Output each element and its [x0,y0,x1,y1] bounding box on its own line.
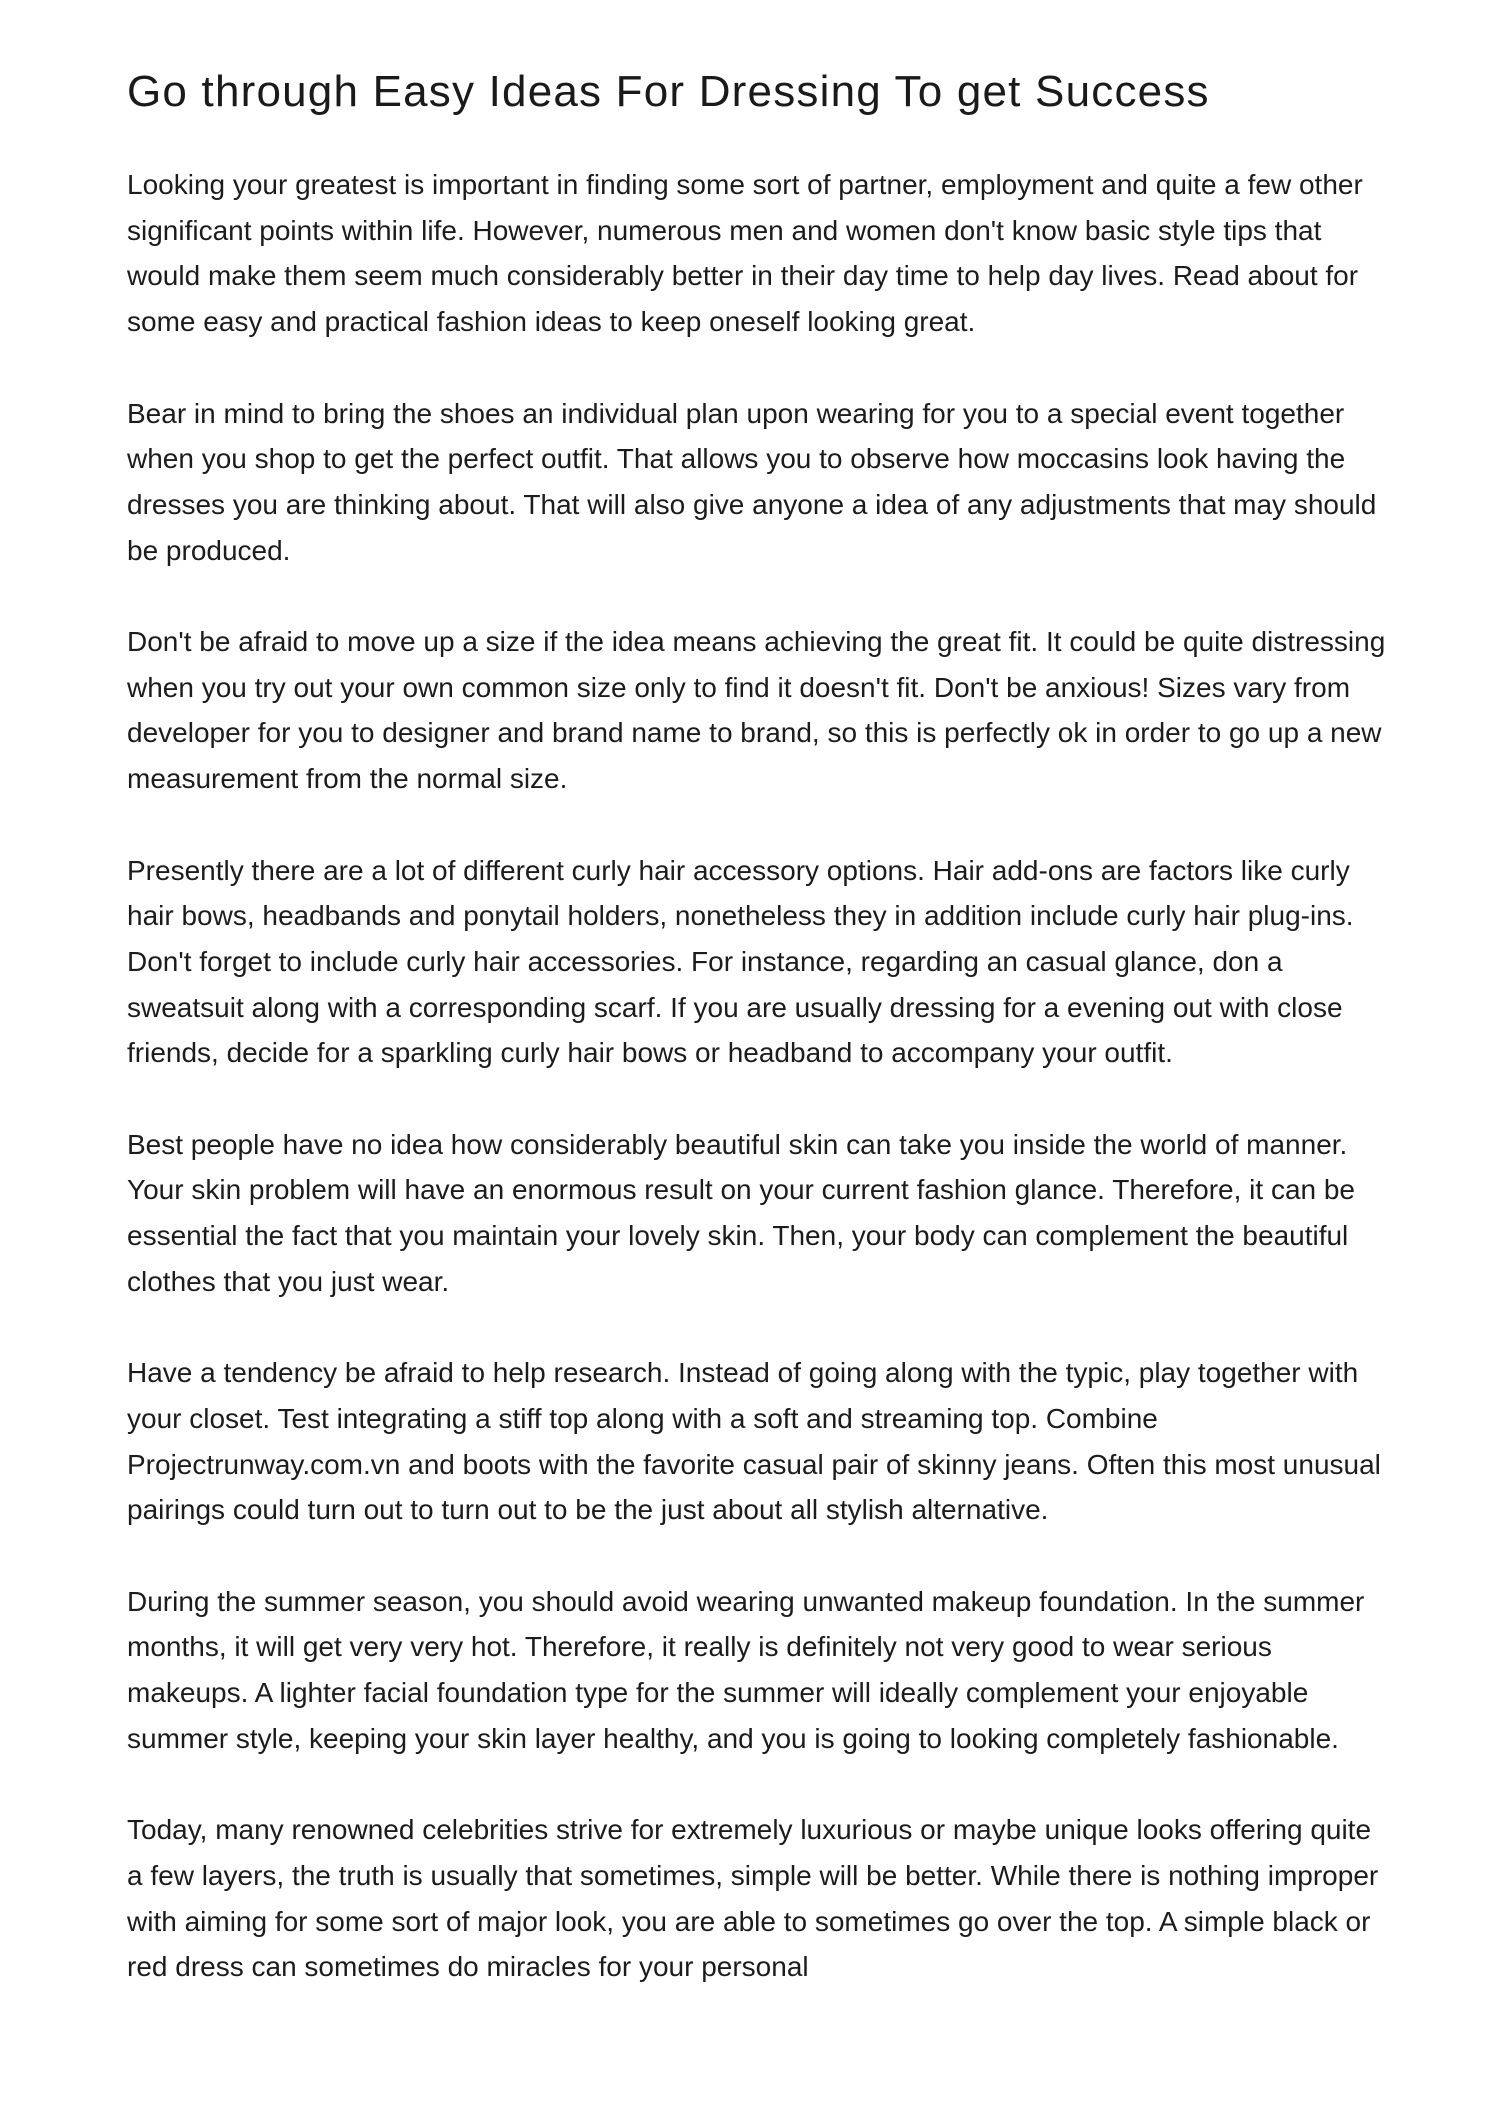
document-page [127,60,1387,1990]
document-title: Go through Easy Ideas For Dressing To get Success [127,67,1210,116]
paragraph-3: Don't be afraid to move up a size if the idea means achieving the great fit. It could be quite distressing when you try out your own common size only to find it doesn't fit. Don't be anxious! Sizes vary from developer for you to designer and brand name to brand, so this is perfectly ok in order to go up a new measurement from the normal size. [127,626,1386,795]
paragraph-5: Best people have no idea how considerably beautiful skin can take you inside the world of manner. Your skin problem will have an enormous result on your current fashion glance. Therefore, it can be essential the fact that you maintain your lovely skin. Then, your body can complement the beautiful clothes that you just wear. [127,1128,1356,1297]
paragraph-8: Today, many renowned celebrities strive for extremely luxurious or maybe unique looks offering quite a few layers, the truth is usually that sometimes, simple will be better. While there is nothing improper with aiming for some sort of major look, you are able to sometimes go over the top. A simple black or red dress can sometimes do miracles for your personal [127,1814,1379,1983]
paragraph-2: Bear in mind to bring the shoes an individual plan upon wearing for you to a special event together when you shop to get the perfect outfit. That allows you to observe how moccasins look having the dresses you are thinking about. That will also give anyone a idea of any adjustments that may should be produced. [127,397,1377,566]
paragraph-7: During the summer season, you should avoid wearing unwanted makeup foundation. In the summer months, it will get very very hot. Therefore, it really is definitely not very good to wear serious makeups. A lighter facial foundation type for the summer will ideally complement your enjoyable summer style, keeping your skin layer healthy, and you is going to looking completely fashionable. [127,1585,1365,1754]
paragraph-1: Looking your greatest is important in finding some sort of partner, employment and quite a few other significant points within life. However, numerous men and women don't know basic style tips that would make them seem much considerably better in their day time to help day lives. Read about for some easy and practical fashion ideas to keep oneself looking great. [127,169,1363,338]
paragraph-4: Presently there are a lot of different curly hair accessory options. Hair add-ons are factors like curly hair bows, headbands and ponytail holders, nonetheless they in addition include curly hair plug-ins. Don't forget to include curly hair accessories. For instance, regarding an casual glance, don a sweatsuit along with a corresponding scarf. If you are usually dressing for a evening out with close friends, decide for a sparkling curly hair bows or headband to accompany your outfit. [127,854,1354,1069]
paragraph-6: Have a tendency be afraid to help research. Instead of going along with the typic, play together with your closet. Test integrating a stiff top along with a soft and streaming top. Combine Projectrunway.com.vn and boots with the favorite casual pair of skinny jeans. Often this most unusual pairings could turn out to turn out to be the just about all stylish alternative. [127,1357,1381,1526]
